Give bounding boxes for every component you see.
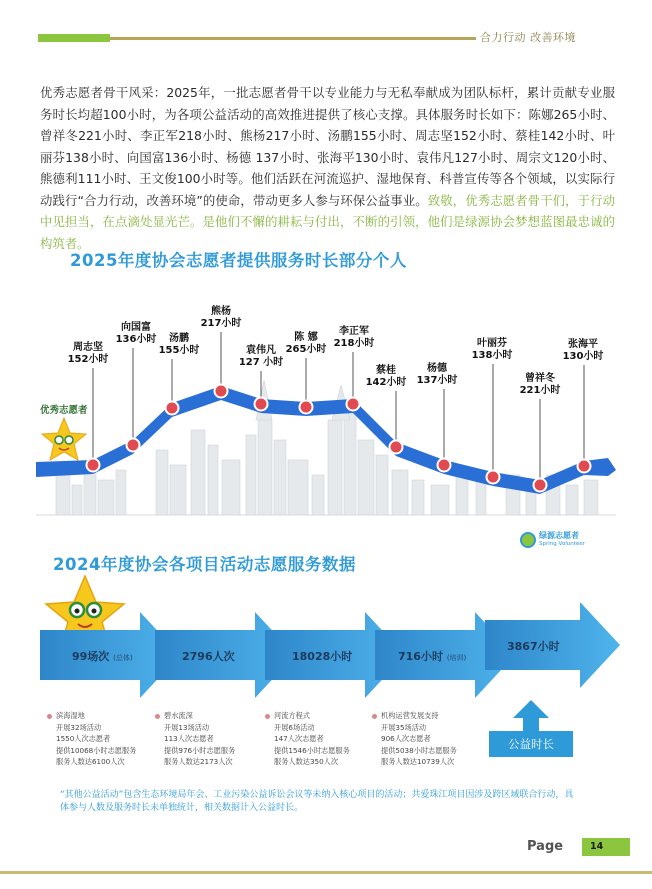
header-title: 合力行动 改善环境 <box>480 31 576 44</box>
stat-3: 18028小时 <box>292 650 353 663</box>
value-label <box>197 306 245 330</box>
person-name: 杨德 <box>427 363 447 374</box>
hours-label: 127 小时 <box>238 357 284 368</box>
footer-line <box>0 871 652 874</box>
footnote: “其他公益活动”包含生态环境局年会、工业污染公益诉讼会议等未纳入核心项目的活动；共爱珠江项目因涉及跨区域联合行动，具体参与人数及服务时长未单独统计，相关数据计入公益时长。 <box>60 790 574 813</box>
person-name: 叶丽芬 <box>477 338 507 349</box>
hours-label: 142小时 <box>365 377 407 388</box>
hours-label: 130小时 <box>562 351 604 362</box>
value-label <box>468 338 516 362</box>
value-dot <box>390 441 403 454</box>
header-gold-line <box>110 37 476 40</box>
person-name: 李正军 <box>339 326 369 337</box>
project-3: 河流方程式 开展6场活动 147人次志愿者 提供1546小时志愿服务 服务人数达350人次 <box>265 710 350 768</box>
person-name: 张海平 <box>568 339 598 350</box>
value-dot <box>166 402 179 415</box>
hours-label: 137小时 <box>416 375 458 386</box>
page-label: Page <box>527 839 564 854</box>
person-name: 曾祥冬 <box>525 373 555 384</box>
person-name: 熊杨 <box>211 306 231 317</box>
value-label <box>330 326 378 350</box>
hours-label: 265小时 <box>285 344 327 355</box>
value-dot <box>300 401 313 414</box>
hours-label: 152小时 <box>67 354 109 365</box>
hours-label: 218小时 <box>333 338 375 349</box>
mascot-label: 优秀志愿者 <box>40 405 88 416</box>
person-name: 陈 娜 <box>294 332 318 343</box>
paragraph-main: 优秀志愿者骨干风采：2025年，一批志愿者骨干以专业能力与无私奉献成为团队标杆，累计贡献专业服务时长均超100小时，为各项公益活动的高效推进提供了核心支撑。具体服务时长如下：陈娜265小时、曾祥冬221小时、李正军218小时、熊杨217小时、汤鹏155小时、周志坚152小时、蔡桂142小时、叶丽芬138小时、向国富136小时、杨德 137小时、张海平130小时、袁伟凡127小时、周宗文120小时、熊德利111小时、王文俊100小时等。他们活跃在河流巡护、湿地保育、科普宣传等各个领域，以实际行动践行“合力行动，改善环境”的使命，带动更多人参与环保公益事业。 <box>40 85 615 208</box>
project-1: 滨海湿地 开展32场活动 1550人次志愿者 提供10068小时志愿服务 服务人数达6100人次 <box>47 710 136 768</box>
value-label <box>282 332 330 356</box>
person-name: 蔡桂 <box>376 365 396 376</box>
person-name: 汤鹏 <box>169 333 189 344</box>
page-number: 14 <box>582 838 630 856</box>
person-name: 向国富 <box>121 322 151 333</box>
logo-icon <box>520 532 536 548</box>
person-name: 袁伟凡 <box>246 345 276 356</box>
value-dot <box>87 459 100 472</box>
value-label <box>155 333 203 357</box>
value-label <box>112 322 160 346</box>
value-label <box>413 363 461 387</box>
intro-paragraph <box>40 82 615 254</box>
value-label <box>362 365 410 389</box>
volunteer-hours-chart <box>36 270 616 530</box>
stat-1: 99场次 (总体) <box>72 650 133 663</box>
hours-label: 136小时 <box>115 334 157 345</box>
value-dot <box>347 398 360 411</box>
logo-cn: 绿源志愿者 <box>539 531 579 540</box>
stats-arrows <box>30 600 630 700</box>
star-mascot-icon <box>42 418 86 460</box>
section1-title: 2025年度协会志愿者提供服务时长部分个人 <box>70 251 407 270</box>
chart-svg <box>36 270 616 530</box>
value-dot <box>534 479 547 492</box>
value-dot <box>438 459 451 472</box>
paragraph-highlight: 致敬，优秀志愿者骨干们，于行动中见担当，在点滴处显光芒。是他们不懈的耕耘与付出，不断的引领，他们是绿源协会梦想蓝图最忠诚的构筑者。 <box>40 192 616 251</box>
value-label <box>64 342 112 366</box>
public-hours-box: 公益时长 <box>489 731 573 757</box>
value-dot <box>255 398 268 411</box>
value-label <box>516 373 564 397</box>
value-dot <box>487 471 500 484</box>
hours-label: 221小时 <box>519 385 561 396</box>
logo-en: Spring Volunteer <box>539 541 585 547</box>
stat-2: 2796人次 <box>182 650 235 663</box>
header-green-bar <box>38 34 110 42</box>
hours-label: 138小时 <box>471 350 513 361</box>
stat-4: 716小时 (培训) <box>398 650 467 663</box>
value-dot <box>127 439 140 452</box>
project-4: 机构运营发展支持 开展35场活动 906人次志愿者 提供5038小时志愿服务 服务人数达10739人次 <box>372 710 457 768</box>
person-name: 周志坚 <box>73 342 103 353</box>
value-dot <box>578 460 591 473</box>
value-label <box>559 339 607 363</box>
stat-5: 3867小时 <box>507 640 560 653</box>
hours-label: 155小时 <box>158 345 200 356</box>
project-2: 碧水流深 开展13场活动 113人次志愿者 提供976小时志愿服务 服务人数达2173人次 <box>155 710 235 768</box>
spring-volunteer-logo <box>520 532 585 548</box>
value-dot <box>215 385 228 398</box>
value-label <box>237 345 285 369</box>
section2-title: 2024年度协会各项目活动志愿服务数据 <box>53 555 356 574</box>
hours-label: 217小时 <box>200 318 242 329</box>
